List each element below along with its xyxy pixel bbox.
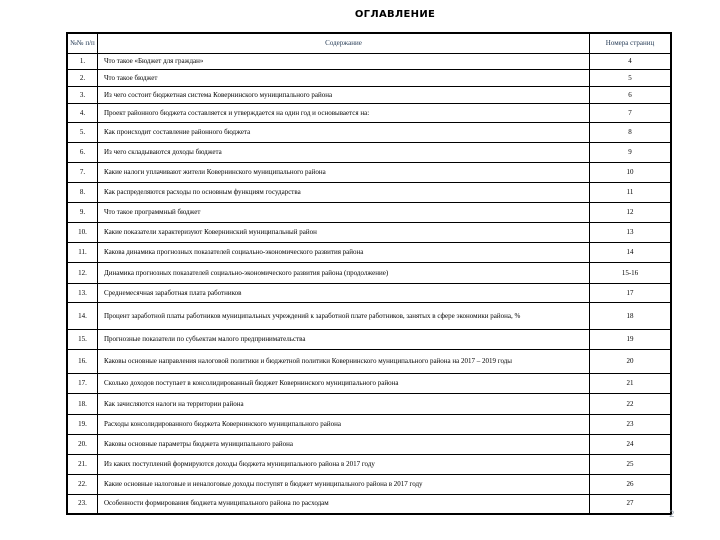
table-row [67, 183, 671, 203]
row-page: 13 [590, 223, 672, 243]
table-row [67, 435, 671, 455]
row-number: 16. [67, 350, 98, 374]
table-row [67, 350, 671, 374]
row-number: 12. [67, 263, 98, 284]
table-row [67, 104, 671, 123]
row-content: Проект районного бюджета составляется и утверждается на один год и основывается на: [98, 104, 590, 123]
row-content: Из чего состоит бюджетная система Ковернинского муниципального района [98, 87, 590, 104]
row-content: Особенности формирования бюджета муниципального района по расходам [98, 495, 590, 514]
table-header-row [67, 33, 671, 54]
row-content: Процент заработной платы работников муниципальных учреждений к заработной плате работников, занятых в сфере экономики района, % [98, 303, 590, 330]
row-number: 11. [67, 243, 98, 263]
table-row [67, 87, 671, 104]
row-page: 11 [590, 183, 672, 203]
table-row [67, 203, 671, 223]
toc-table [66, 32, 672, 515]
row-page: 8 [590, 123, 672, 143]
row-content: Из каких поступлений формируются доходы бюджета муниципального района в 2017 году [98, 455, 590, 475]
row-page: 9 [590, 143, 672, 163]
row-content: Динамика прогнозных показателей социально-экономического развития района (продолжение) [98, 263, 590, 284]
table-row [67, 415, 671, 435]
row-number: 6. [67, 143, 98, 163]
table-row [67, 143, 671, 163]
row-content: Какие показатели характеризуют Ковернинский муниципальный район [98, 223, 590, 243]
row-number: 10. [67, 223, 98, 243]
row-content: Как зачисляются налоги на территории района [98, 394, 590, 415]
row-content: Какова динамика прогнозных показателей социально-экономического развития района [98, 243, 590, 263]
row-content: Каковы основные параметры бюджета муниципального района [98, 435, 590, 455]
row-page: 19 [590, 330, 672, 350]
table-row [67, 374, 671, 394]
row-content: Из чего складываются доходы бюджета [98, 143, 590, 163]
header-number: №№ п/п [67, 33, 98, 54]
row-number: 15. [67, 330, 98, 350]
row-page: 17 [590, 284, 672, 303]
row-page: 7 [590, 104, 672, 123]
table-row [67, 284, 671, 303]
row-page: 15-16 [590, 263, 672, 284]
row-content: Что такое программный бюджет [98, 203, 590, 223]
row-page: 26 [590, 475, 672, 495]
row-content: Каковы основные направления налоговой политики и бюджетной политики Ковернинского муниципального района на 2017 – 2019 годы [98, 350, 590, 374]
table-row [67, 475, 671, 495]
row-page: 21 [590, 374, 672, 394]
row-page: 22 [590, 394, 672, 415]
header-content: Содержание [98, 33, 590, 54]
page-number: 2 [669, 510, 675, 520]
table-row [67, 455, 671, 475]
row-content: Расходы консолидированного бюджета Ковернинского муниципального района [98, 415, 590, 435]
table-row [67, 263, 671, 284]
row-number: 4. [67, 104, 98, 123]
row-content: Сколько доходов поступает в консолидированный бюджет Ковернинского муниципального района [98, 374, 590, 394]
row-content: Среднемесячная заработная плата работников [98, 284, 590, 303]
row-number: 14. [67, 303, 98, 330]
table-row [67, 394, 671, 415]
row-page: 14 [590, 243, 672, 263]
header-pages: Номера страниц [590, 33, 672, 54]
row-number: 18. [67, 394, 98, 415]
row-page: 6 [590, 87, 672, 104]
row-number: 22. [67, 475, 98, 495]
table-row [67, 70, 671, 87]
row-number: 3. [67, 87, 98, 104]
row-number: 8. [67, 183, 98, 203]
row-content: Какие основные налоговые и неналоговые доходы поступят в бюджет муниципального района в 2017 году [98, 475, 590, 495]
page-title: ОГЛАВЛЕНИЕ [354, 9, 436, 20]
row-content: Как распределяются расходы по основным функциям государства [98, 183, 590, 203]
row-page: 27 [590, 495, 672, 514]
table-row [67, 123, 671, 143]
row-page: 4 [590, 54, 672, 70]
row-page: 25 [590, 455, 672, 475]
row-page: 12 [590, 203, 672, 223]
row-content: Какие налоги уплачивают жители Ковернинского муниципального района [98, 163, 590, 183]
row-page: 10 [590, 163, 672, 183]
row-page: 23 [590, 415, 672, 435]
row-number: 5. [67, 123, 98, 143]
row-number: 20. [67, 435, 98, 455]
table-row [67, 163, 671, 183]
table-row [67, 243, 671, 263]
row-number: 17. [67, 374, 98, 394]
row-number: 2. [67, 70, 98, 87]
table-row [67, 303, 671, 330]
row-content: Как происходит составление районного бюджета [98, 123, 590, 143]
table-row [67, 223, 671, 243]
row-number: 7. [67, 163, 98, 183]
row-number: 19. [67, 415, 98, 435]
row-number: 13. [67, 284, 98, 303]
row-page: 18 [590, 303, 672, 330]
row-content: Что такое бюджет [98, 70, 590, 87]
table-row [67, 330, 671, 350]
table-row [67, 495, 671, 514]
row-number: 9. [67, 203, 98, 223]
table-row [67, 54, 671, 70]
row-content: Что такое «Бюджет для граждан» [98, 54, 590, 70]
row-number: 23. [67, 495, 98, 514]
row-number: 21. [67, 455, 98, 475]
row-content: Прогнозные показатели по субъектам малого предпринимательства [98, 330, 590, 350]
row-page: 5 [590, 70, 672, 87]
row-page: 24 [590, 435, 672, 455]
row-page: 20 [590, 350, 672, 374]
row-number: 1. [67, 54, 98, 70]
